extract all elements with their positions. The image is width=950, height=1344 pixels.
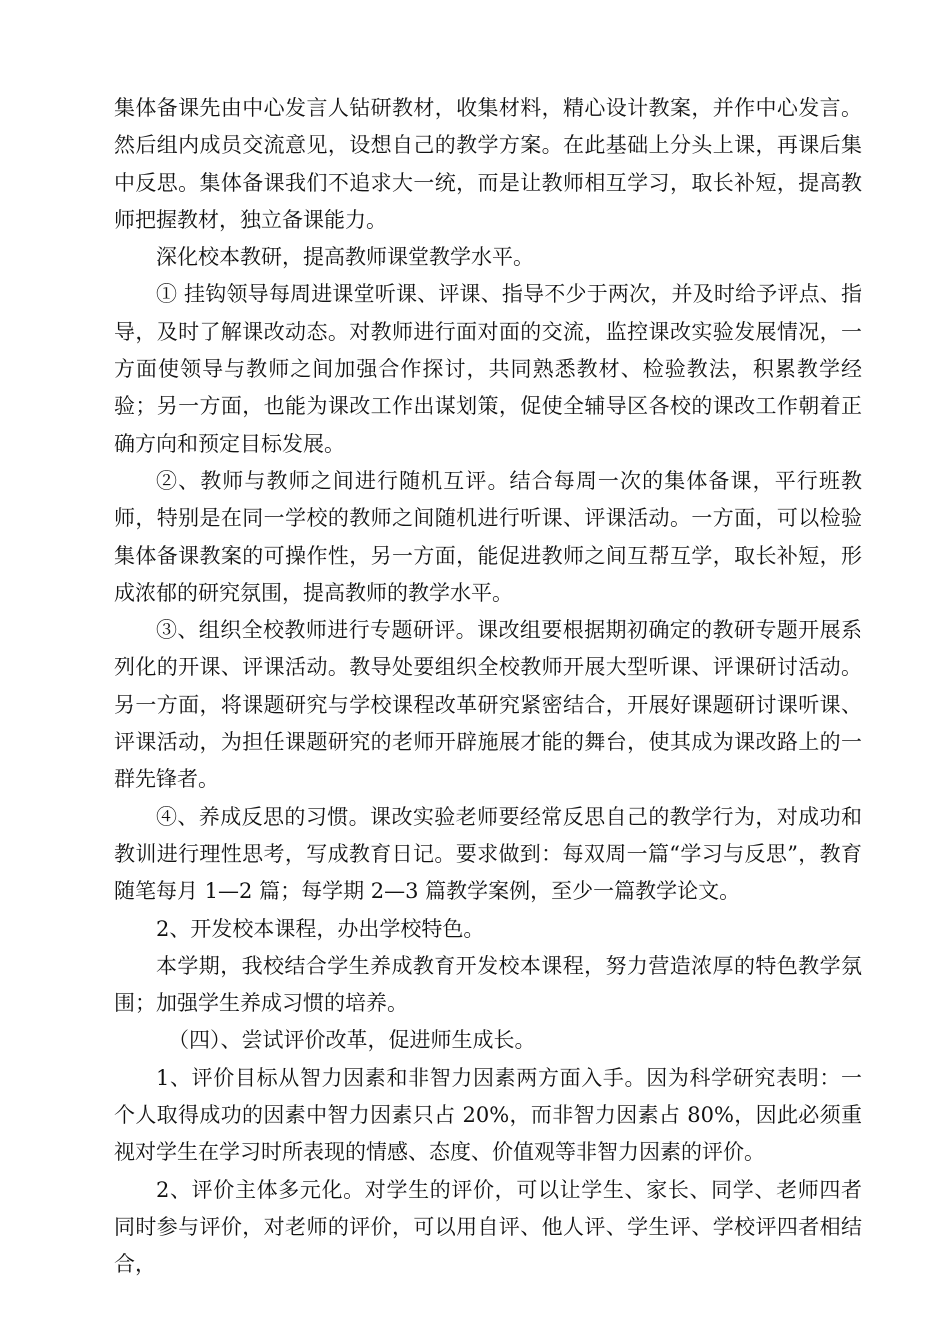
paragraph-collective-lesson-prep: 集体备课先由中心发言人钻研教材，收集材料，精心设计教案，并作中心发言。然后组内成员交流意见，设想自己的教学方案。在此基础上分头上课，再课后集中反思。集体备课我们不追求大一统，而是让教师相互学习，取长补短，提高教师把握教材，独立备课能力。 [114,96,862,232]
paragraph-school-curriculum: 本学期，我校结合学生养成教育开发校本课程，努力营造浓厚的特色教学氛围；加强学生养成习惯的培养。 [114,953,862,1016]
document-body [114,90,862,1284]
paragraph-item-2-peer-review: ②、教师与教师之间进行随机互评。结合每周一次的集体备课，平行班教师，特别是在同一学校的教师之间随机进行听课、评课活动。一方面，可以检验集体备课教案的可操作性，另一方面，能促进教师之间互帮互学，取长补短，形成浓郁的研究氛围，提高教师的教学水平。 [114,468,862,605]
paragraph-evaluation-subjects: 2、评价主体多元化。对学生的评价，可以让学生、家长、同学、老师四者同时参与评价，对老师的评价，可以用自评、他人评、学生评、学校评四者相结合， [114,1177,862,1277]
paragraph-school-research-heading: 深化校本教研，提高教师课堂教学水平。 [156,245,534,270]
paragraph-section-4-heading: （四）、尝试评价改革，促进师生成长。 [168,1028,536,1053]
paragraph-item-1-leadership: ① 挂钩领导每周进课堂听课、评课、指导不少于两次，并及时给予评点、指导，及时了解课改动态。对教师进行面对面的交流，监控课改实验发展情况，一方面使领导与教师之间加强合作探讨，共同熟悉教材、检验教法，积累教学经验；另一方面，也能为课改工作出谋划策，促使全辅导区各校的课改工作朝着正确方向和预定目标发展。 [114,282,862,456]
paragraph-item-4-reflection: ④、养成反思的习惯。课改实验老师要经常反思自己的教学行为，对成功和教训进行理性思考，写成教育日记。要求做到：每双周一篇“学习与反思”，教育随笔每月 1—2 篇；每学期 2—3 篇教学案例，至少一篇教学论文。 [114,804,862,904]
paragraph-school-curriculum-heading: 2、开发校本课程，办出学校特色。 [156,916,485,941]
paragraph-evaluation-goals: 1、评价目标从智力因素和非智力因素两方面入手。因为科学研究表明：一个人取得成功的因素中智力因素只占 20%，而非智力因素占 80%，因此必须重视对学生在学习时所表现的情感、态度、价值观等非智力因素的评价。 [114,1065,862,1165]
paragraph-item-3-topic-research: ③、组织全校教师进行专题研评。课改组要根据期初确定的教研专题开展系列化的开课、评课活动。教导处要组织全校教师开展大型听课、评课研讨活动。另一方面，将课题研究与学校课程改革研究紧密结合，开展好课题研讨课听课、评课活动，为担任课题研究的老师开辟施展才能的舞台，使其成为课改路上的一群先锋者。 [114,618,862,792]
